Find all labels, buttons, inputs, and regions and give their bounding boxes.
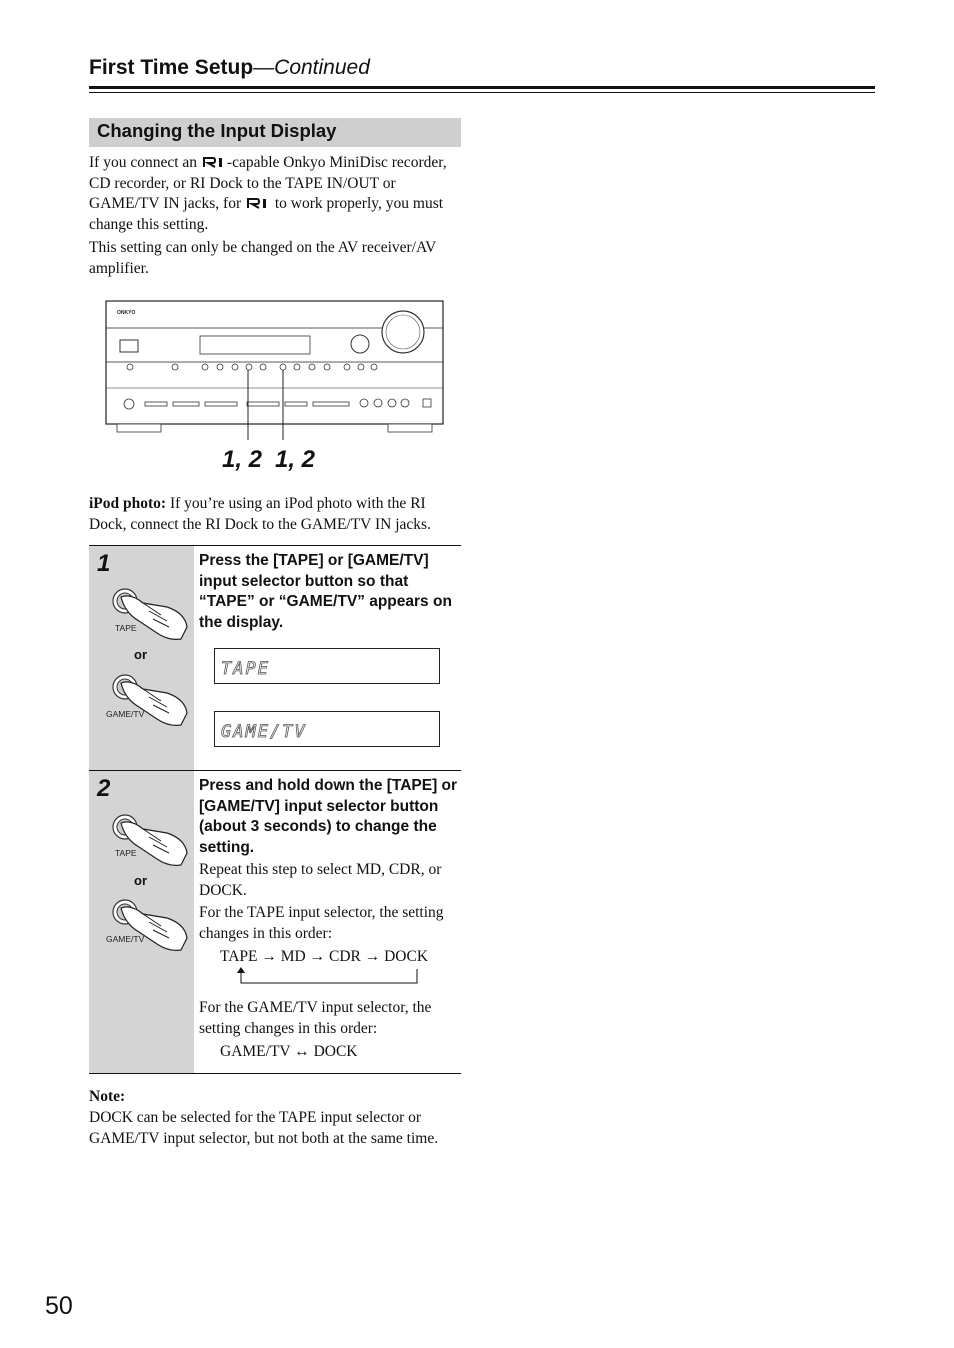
- header-rule-thin: [89, 92, 875, 93]
- note-label: Note:: [89, 1088, 126, 1105]
- page-number: 50: [45, 1292, 73, 1320]
- header-rule-thick: [89, 86, 875, 89]
- section-title: Changing the Input Display: [97, 120, 337, 141]
- ipod-paragraph: [89, 494, 464, 535]
- display-game-tv-text: GAME/TV: [221, 722, 307, 742]
- note-text: DOCK can be selected for the TAPE input selector or GAME/TV input selector, but not both at the same time.: [89, 1109, 439, 1147]
- page-header: [89, 56, 370, 80]
- header-continued: —Continued: [253, 56, 370, 79]
- tape-button-press-icon: [109, 587, 189, 647]
- receiver-front-panel-figure: [105, 300, 445, 440]
- display-tape: [214, 648, 440, 684]
- intro-paragraph-1: [89, 153, 464, 235]
- intro-text-b: -capable Onkyo MiniDisc recorder, CD recorder, or RI Dock to the TAPE IN/OUT or GAME/TV IN jacks, for: [89, 154, 447, 212]
- loop-back-arrow-icon: [233, 967, 423, 992]
- step-2-text-1: Repeat this step to select MD, CDR, or DOCK.: [199, 861, 442, 899]
- game-tv-button-press-icon: [109, 898, 189, 958]
- intro-paragraph-2: This setting can only be changed on the AV receiver/AV amplifier.: [89, 239, 437, 277]
- brand-logo: ONKYO: [117, 310, 136, 316]
- header-title: First Time Setup: [89, 56, 254, 79]
- step-1-heading: Press the [TAPE] or [GAME/TV] input selector button so that “TAPE” or “GAME/TV” appears on the display.: [199, 552, 452, 631]
- step-2-heading: Press and hold down the [TAPE] or [GAME/TV] input selector button (about 3 seconds) to change the setting.: [199, 777, 458, 856]
- step-1-game-tv-label: GAME/TV: [106, 709, 145, 719]
- intro-text-c: to work properly, you must change this setting.: [89, 195, 444, 233]
- display-game-tv: [214, 711, 440, 747]
- ri-logo-icon: [247, 195, 269, 206]
- step-1-tape-label: TAPE: [115, 623, 137, 633]
- callout-left: 1, 2: [222, 446, 263, 473]
- step-1-number: 1: [97, 550, 111, 577]
- step-2-text-2: For the TAPE input selector, the setting changes in this order:: [199, 904, 444, 942]
- step-2-or: or: [134, 873, 147, 888]
- steps-rule-bottom: [89, 1073, 461, 1074]
- steps-table: [89, 545, 461, 1074]
- ipod-label: iPod photo:: [89, 495, 167, 512]
- step-1-or: or: [134, 647, 147, 662]
- game-tv-button-press-icon: [109, 673, 189, 733]
- ri-logo-icon: [203, 154, 225, 165]
- step-2-tape-label: TAPE: [115, 848, 137, 858]
- step-2-text-3: For the GAME/TV input selector, the setting changes in this order:: [199, 999, 432, 1037]
- step-2-game-tv-label: GAME/TV: [106, 934, 145, 944]
- display-tape-text: TAPE: [221, 659, 270, 679]
- ipod-text: If you’re using an iPod photo with the RI Dock, connect the RI Dock to the GAME/TV IN jacks.: [89, 495, 431, 533]
- intro-text-a: If you connect an: [89, 154, 201, 171]
- tape-order-sequence: TAPE → MD → CDR → DOCK: [220, 948, 429, 965]
- callout-right: 1, 2: [275, 446, 316, 473]
- step-2-number: 2: [97, 775, 111, 802]
- tape-button-press-icon: [109, 813, 189, 873]
- game-order-sequence: GAME/TV ↔ DOCK: [220, 1043, 358, 1060]
